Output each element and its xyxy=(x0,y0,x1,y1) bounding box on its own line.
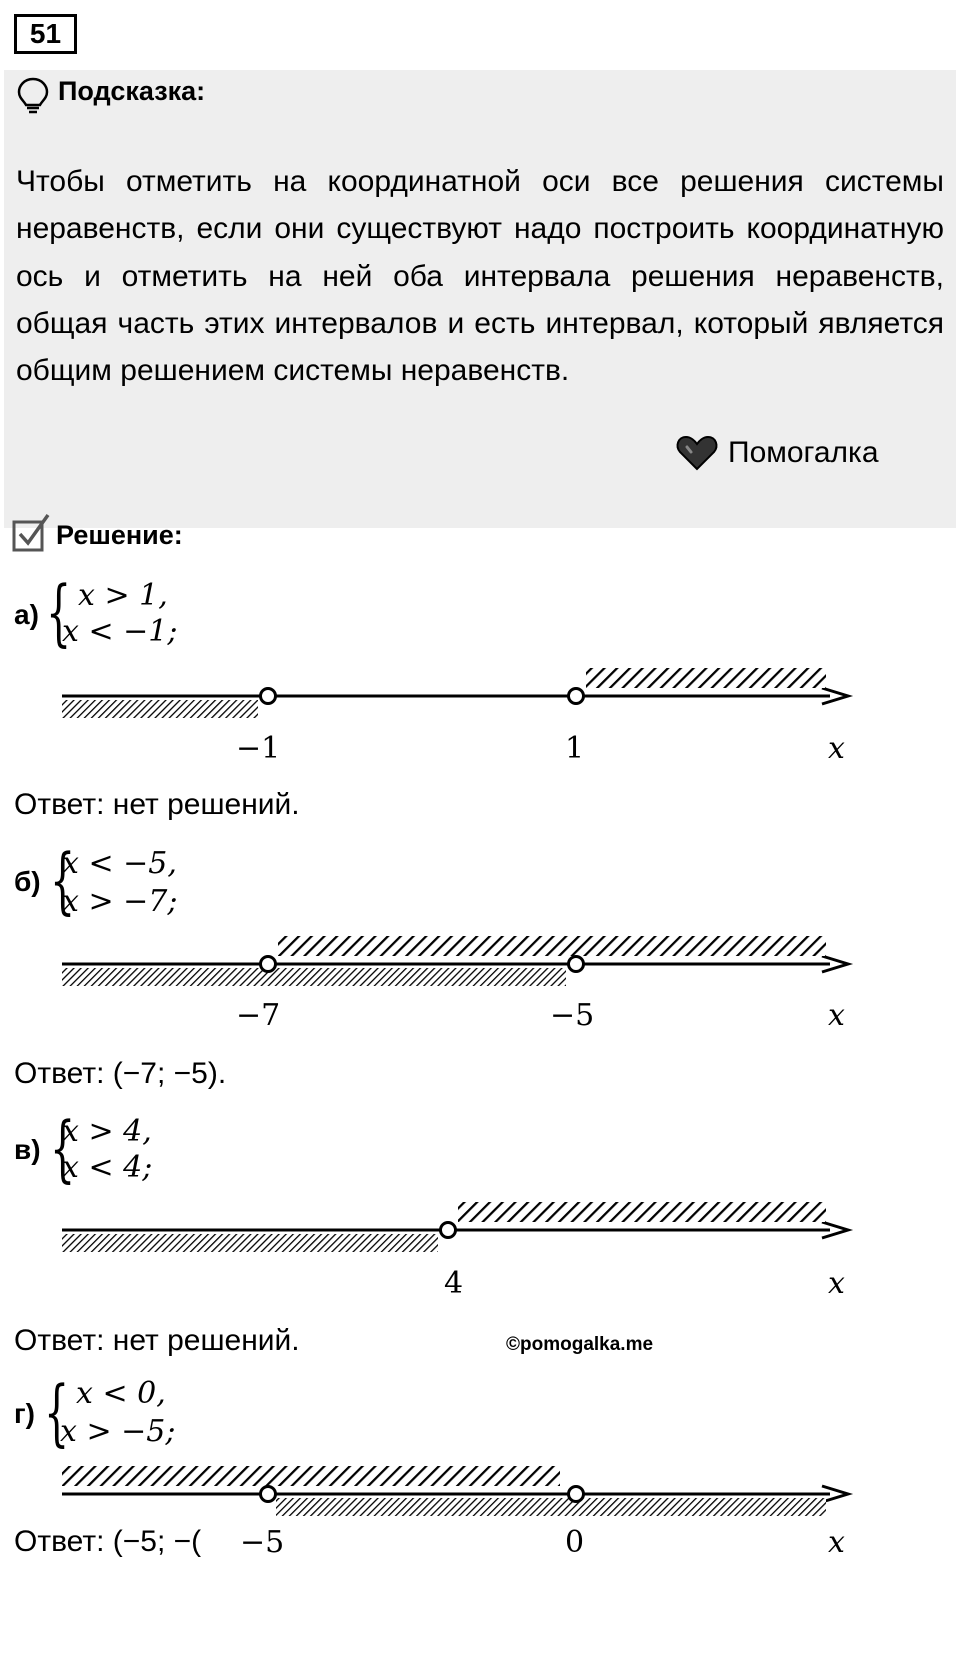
open-point-minus-7 xyxy=(261,957,276,972)
part-a-label: а) xyxy=(14,599,39,630)
open-point-0 xyxy=(569,1487,584,1502)
part-a-axis-label: x xyxy=(828,731,845,766)
hatch-x-greater-1 xyxy=(586,668,826,688)
part-d-tick-2: 0 xyxy=(565,1525,585,1560)
part-c-label: в) xyxy=(14,1134,41,1165)
part-b-axis-label: x xyxy=(828,998,845,1033)
part-a-tick-1: −1 xyxy=(236,731,281,766)
part-a-inequality-2: x < −1; xyxy=(62,614,178,649)
part-a-number-line xyxy=(0,660,860,720)
part-a-inequality-1: x > 1, xyxy=(78,578,168,613)
hatch-x-less-4 xyxy=(62,1234,438,1252)
part-c-brace: { xyxy=(50,1106,76,1190)
part-c-axis-label: x xyxy=(828,1266,845,1301)
part-d-tick-1: −5 xyxy=(240,1525,285,1560)
open-point-1 xyxy=(569,689,584,704)
part-b-inequality-1: x < −5, xyxy=(62,846,177,881)
part-d-answer: Ответ: (−5; −( xyxy=(14,1525,202,1558)
part-d-number-line xyxy=(0,1458,860,1528)
hatch-x-greater-4 xyxy=(458,1202,826,1222)
task-number: 51 xyxy=(14,14,77,54)
open-point-minus-1 xyxy=(261,689,276,704)
hatch-x-less-0 xyxy=(62,1466,560,1486)
part-b-number-line xyxy=(0,928,860,998)
part-c-number-line xyxy=(0,1194,860,1264)
hint-text: Чтобы отметить на координатной оси все решения системы неравенств, если они существуют надо построить координатную ось и отметить на ней оба интервала решения неравенств, общая часть этих интервалов и есть интервал, который является общим решением системы неравенств. xyxy=(16,165,944,388)
part-c-inequality-1: x > 4, xyxy=(62,1114,152,1149)
part-a-answer: Ответ: нет решений. xyxy=(14,788,300,821)
open-point-minus-5 xyxy=(569,957,584,972)
part-b-brace: { xyxy=(50,838,76,922)
part-a-brace: { xyxy=(46,570,72,654)
hatch-x-greater-minus-7 xyxy=(278,936,826,956)
hatch-x-greater-minus-5 xyxy=(276,1498,826,1516)
part-a-tick-2: 1 xyxy=(565,731,585,766)
hatch-x-less-minus-1 xyxy=(62,700,258,718)
hatch-x-less-minus-5 xyxy=(62,968,566,986)
part-b-tick-1: −7 xyxy=(236,998,281,1033)
part-d-inequality-2: x > −5; xyxy=(60,1414,176,1449)
part-c-tick-1: 4 xyxy=(444,1266,464,1301)
part-d-axis-label: x xyxy=(828,1525,845,1560)
part-b-label: б) xyxy=(14,866,41,897)
open-point-minus-5 xyxy=(261,1487,276,1502)
open-point-4 xyxy=(441,1223,456,1238)
part-d-inequality-1: x < 0, xyxy=(76,1376,166,1411)
solution-title: Решение: xyxy=(56,520,183,550)
lightbulb-icon xyxy=(16,76,50,114)
part-c-answer: Ответ: нет решений. xyxy=(14,1324,300,1357)
part-b-tick-2: −5 xyxy=(550,998,595,1033)
hint-title: Подсказка: xyxy=(58,76,206,106)
brand-label: Помогалка xyxy=(728,436,879,469)
heart-icon xyxy=(676,435,718,471)
part-b-inequality-2: x > −7; xyxy=(62,884,178,919)
part-d-brace: { xyxy=(44,1370,70,1454)
part-d-label: г) xyxy=(14,1398,35,1429)
part-c-inequality-2: x < 4; xyxy=(62,1150,153,1185)
watermark: ©pomogalka.me xyxy=(506,1334,654,1355)
checkbox-icon xyxy=(12,512,50,552)
part-b-answer: Ответ: (−7; −5). xyxy=(14,1057,227,1090)
